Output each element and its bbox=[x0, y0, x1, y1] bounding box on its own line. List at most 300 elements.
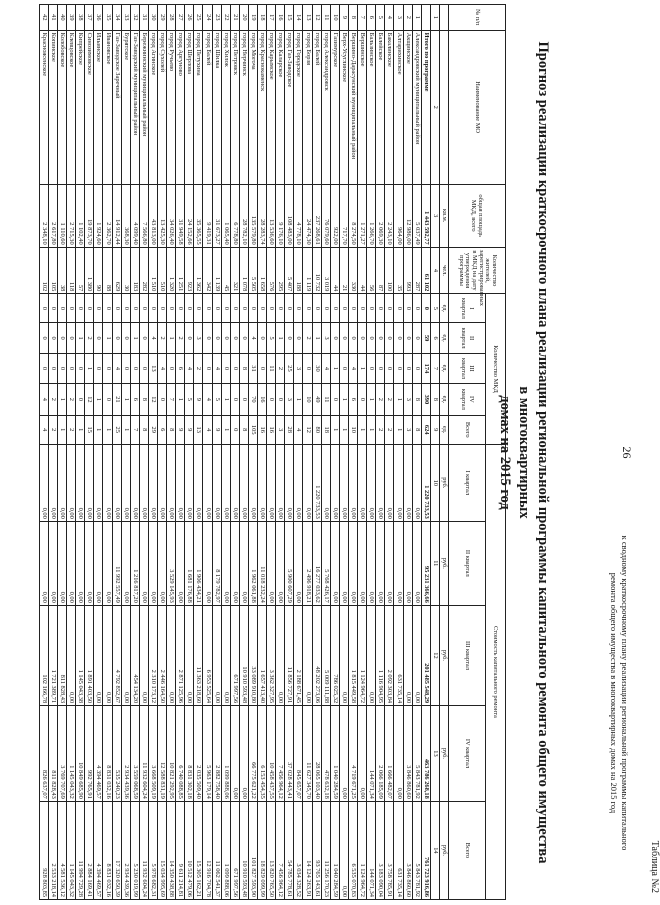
value-cell: 10 bbox=[348, 415, 357, 444]
value-cell: 0 bbox=[139, 294, 148, 323]
value-cell: 8 bbox=[139, 415, 148, 444]
value-cell: 761 723 916,86 bbox=[421, 801, 430, 899]
value-cell: 1 bbox=[330, 353, 339, 383]
value-cell: 631 735,14 bbox=[394, 605, 403, 705]
municipality-name: город Петровск bbox=[230, 30, 239, 184]
value-cell: 80 bbox=[312, 415, 321, 444]
value-cell: 13 536,60 bbox=[267, 184, 276, 247]
value-cell: 671 997,56 bbox=[230, 605, 239, 705]
value-cell: 9 611 214,81 bbox=[176, 801, 185, 899]
value-cell: 0 bbox=[376, 294, 385, 323]
municipality-name: город Могоча bbox=[248, 30, 257, 184]
value-cell: 0 bbox=[258, 323, 267, 353]
value-cell: 6 bbox=[158, 415, 167, 444]
page-number: 26 bbox=[620, 446, 634, 459]
value-cell: 9 bbox=[212, 415, 221, 444]
column-index-row bbox=[430, 5, 439, 900]
value-cell: 0,00 bbox=[348, 521, 357, 605]
value-cell: 282 bbox=[139, 247, 148, 294]
value-cell: 1 362 bbox=[194, 247, 203, 294]
header-count-q2: II квартал bbox=[449, 323, 486, 353]
value-cell: 0,00 bbox=[94, 605, 103, 705]
row-number: 25 bbox=[194, 5, 203, 31]
value-cell: 1 271,27 bbox=[358, 184, 367, 247]
value-cell: 1 bbox=[394, 384, 403, 416]
value-cell: 8 bbox=[139, 384, 148, 416]
value-cell: 0 bbox=[239, 294, 248, 323]
value-cell: 237 268,61 bbox=[312, 184, 321, 247]
value-cell: 10 910 593,48 bbox=[239, 605, 248, 705]
value-cell: 37 028 443,41 bbox=[285, 706, 294, 802]
value-cell: 0,00 bbox=[39, 444, 48, 521]
value-cell: 0 bbox=[194, 294, 203, 323]
row-number: 26 bbox=[185, 5, 194, 31]
value-cell: 2 092 303,84 bbox=[385, 605, 394, 705]
value-cell: 510 bbox=[158, 247, 167, 294]
value-cell: 13 820 765,50 bbox=[267, 801, 276, 899]
value-cell: 4 719 671,25 bbox=[348, 706, 357, 802]
table-row bbox=[267, 5, 276, 900]
value-cell: 1 666 482,07 bbox=[385, 706, 394, 802]
value-cell: 2 066 185,09 bbox=[376, 706, 385, 802]
appendix-line-2: ремонта общего имущества в многоквартирных домах на 2015 год bbox=[609, 572, 619, 814]
value-cell: 0,00 bbox=[239, 444, 248, 521]
value-cell: 0,00 bbox=[139, 521, 148, 605]
value-cell: 48 202 273,06 bbox=[312, 605, 321, 705]
value-cell: 174 bbox=[421, 353, 430, 383]
value-cell: 70 bbox=[248, 384, 257, 416]
value-cell: 33 089 910,80 bbox=[248, 605, 257, 705]
table-row bbox=[285, 5, 294, 900]
value-cell: 0 bbox=[112, 294, 121, 323]
header-count-q4: IV квартал bbox=[449, 384, 486, 416]
value-cell: 1 bbox=[339, 384, 348, 416]
value-cell: 135 579,80 bbox=[248, 184, 257, 247]
row-number: 23 bbox=[212, 5, 221, 31]
value-cell: 1 099 888,06 bbox=[221, 706, 230, 802]
table-row bbox=[48, 5, 57, 900]
municipality-name: Газимурское bbox=[330, 30, 339, 184]
unit-cell: руб. bbox=[439, 801, 448, 899]
value-cell: 0,00 bbox=[167, 605, 176, 705]
value-cell: 0,00 bbox=[330, 444, 339, 521]
value-cell: 0 bbox=[330, 323, 339, 353]
value-cell: 0,00 bbox=[394, 444, 403, 521]
value-cell: 4 bbox=[248, 323, 257, 353]
value-cell: 8 274,50 bbox=[348, 184, 357, 247]
value-cell: 0 bbox=[57, 353, 66, 383]
value-cell: 8 bbox=[239, 353, 248, 383]
value-cell: 454 134,20 bbox=[130, 605, 139, 705]
value-cell: 6 bbox=[348, 384, 357, 416]
value-cell: 0,00 bbox=[321, 444, 330, 521]
column-index-cell: 13 bbox=[430, 706, 439, 802]
value-cell: 0,00 bbox=[203, 444, 212, 521]
value-cell: 0 bbox=[212, 323, 221, 353]
value-cell: 0 bbox=[48, 294, 57, 323]
table-row bbox=[39, 5, 48, 900]
value-cell: 0,00 bbox=[358, 444, 367, 521]
value-cell: 1 220 733,53 bbox=[421, 444, 430, 521]
header-cost-group: Стоимость капитального ремонта bbox=[486, 444, 506, 899]
value-cell: 0,00 bbox=[403, 444, 412, 521]
table-body bbox=[39, 5, 448, 900]
table-row bbox=[121, 5, 130, 900]
value-cell: 1 320 bbox=[167, 247, 176, 294]
value-cell: 31 673,27 bbox=[212, 184, 221, 247]
value-cell: 0,00 bbox=[158, 521, 167, 605]
value-cell: 0,00 bbox=[339, 801, 348, 899]
header-count-group: Количество МКД bbox=[486, 294, 506, 444]
value-cell: 3 846 860,60 bbox=[403, 801, 412, 899]
value-cell: 15 bbox=[85, 415, 94, 444]
value-cell: 1 bbox=[367, 415, 376, 444]
value-cell: 1 bbox=[76, 415, 85, 444]
value-cell: 8 bbox=[412, 384, 421, 416]
value-cell: 3 846 860,60 bbox=[403, 706, 412, 802]
row-number: 31 bbox=[139, 5, 148, 31]
value-cell: 0 bbox=[376, 323, 385, 353]
row-number: 15 bbox=[285, 5, 294, 31]
table-row bbox=[103, 5, 112, 900]
row-number: 8 bbox=[348, 5, 357, 31]
row-number: 28 bbox=[167, 5, 176, 31]
table-row bbox=[412, 5, 421, 900]
row-number: 36 bbox=[94, 5, 103, 31]
value-cell: 671 997,56 bbox=[230, 801, 239, 899]
value-cell: 0 bbox=[94, 323, 103, 353]
value-cell: 4 bbox=[39, 384, 48, 416]
row-number: 37 bbox=[85, 5, 94, 31]
value-cell: 0 bbox=[285, 294, 294, 323]
value-cell: 786 025,32 bbox=[330, 605, 339, 705]
value-cell: 11 992 557,49 bbox=[112, 521, 121, 605]
column-index-cell: 9 bbox=[430, 415, 439, 444]
value-cell: 0 bbox=[103, 353, 112, 383]
value-cell: 10 458 437,55 bbox=[267, 706, 276, 802]
value-cell: 10 910 593,48 bbox=[239, 801, 248, 899]
value-cell: 4 bbox=[39, 415, 48, 444]
value-cell: 5 978 682,31 bbox=[148, 801, 157, 899]
value-cell: 87 bbox=[376, 247, 385, 294]
value-cell: 12 588 831,19 bbox=[158, 706, 167, 802]
value-cell: 0 bbox=[48, 323, 57, 353]
header-area: общая площадь МКД, всего bbox=[449, 184, 506, 247]
value-cell: 3 559 068,59 bbox=[130, 706, 139, 802]
municipality-name: Синозимовское bbox=[85, 30, 94, 184]
row-number: 11 bbox=[321, 5, 330, 31]
header-cost-q4: IV квартал bbox=[449, 706, 486, 802]
row-number: 19 bbox=[248, 5, 257, 31]
value-cell: 9 bbox=[185, 415, 194, 444]
municipality-name: Акщинское bbox=[403, 30, 412, 184]
municipality-name: город Александровск bbox=[321, 30, 330, 184]
table-row bbox=[130, 5, 139, 900]
value-cell: 2 934 439,36 bbox=[121, 801, 130, 899]
column-index-cell: 5 bbox=[430, 294, 439, 323]
municipality-name: город Ручьево bbox=[167, 30, 176, 184]
row-number: 7 bbox=[358, 5, 367, 31]
unit-cell bbox=[439, 30, 448, 184]
value-cell: 3 bbox=[194, 323, 203, 353]
value-cell: 76 079,60 bbox=[321, 184, 330, 247]
value-cell: 11 932 604,24 bbox=[139, 706, 148, 802]
value-cell: 144 071,34 bbox=[367, 706, 376, 802]
value-cell: 11 932 604,24 bbox=[139, 801, 148, 899]
value-cell: 4 bbox=[112, 353, 121, 383]
table-row bbox=[258, 5, 267, 900]
value-cell: 964,00 bbox=[394, 184, 403, 247]
table-row bbox=[303, 5, 312, 900]
forecast-table bbox=[39, 4, 506, 900]
value-cell: 1 bbox=[85, 353, 94, 383]
table-row bbox=[358, 5, 367, 900]
value-cell: 1 bbox=[312, 323, 321, 353]
value-cell: 576 bbox=[267, 247, 276, 294]
value-cell: 2 243,10 bbox=[385, 184, 394, 247]
value-cell: 21 bbox=[339, 247, 348, 294]
value-cell: 0 bbox=[230, 415, 239, 444]
value-cell: 0 bbox=[358, 294, 367, 323]
header-no: № п/п bbox=[449, 5, 506, 31]
value-cell: 1 681 176,88 bbox=[185, 521, 194, 605]
table-row bbox=[57, 5, 66, 900]
value-cell: 4 bbox=[203, 415, 212, 444]
value-cell: 9 bbox=[194, 384, 203, 416]
value-cell: 1 102,40 bbox=[76, 184, 85, 247]
value-cell: 0 bbox=[94, 294, 103, 323]
table-row bbox=[112, 5, 121, 900]
value-cell: 629 bbox=[112, 247, 121, 294]
value-cell: 1 bbox=[367, 384, 376, 416]
value-cell: 0 bbox=[212, 294, 221, 323]
value-cell: 0,00 bbox=[212, 444, 221, 521]
value-cell: 1 220 733,53 bbox=[312, 444, 321, 521]
row-number: 42 bbox=[39, 5, 48, 31]
value-cell: 102 bbox=[39, 247, 48, 294]
value-cell: 35 365,55 bbox=[194, 184, 203, 247]
value-cell: 1 bbox=[167, 323, 176, 353]
value-cell: 11 994 729,28 bbox=[76, 801, 85, 899]
unit-cell: ед. bbox=[439, 415, 448, 444]
unit-cell: руб. bbox=[439, 706, 448, 802]
municipality-name: город Хилок bbox=[221, 30, 230, 184]
value-cell: 11 bbox=[267, 353, 276, 383]
value-cell: 15 305 162,21 bbox=[194, 801, 203, 899]
value-cell: 1 bbox=[358, 415, 367, 444]
value-cell: 0 bbox=[403, 323, 412, 353]
value-cell: 8 831 302,18 bbox=[185, 706, 194, 802]
value-cell: 0,00 bbox=[376, 444, 385, 521]
value-cell: 2 bbox=[385, 384, 394, 416]
table-row bbox=[394, 5, 403, 900]
value-cell: 2 310 173,12 bbox=[148, 605, 157, 705]
value-cell: 0 bbox=[158, 384, 167, 416]
value-cell: 0,00 bbox=[385, 521, 394, 605]
value-cell: 0,00 bbox=[385, 444, 394, 521]
value-cell: 101 827 593,90 bbox=[248, 801, 257, 899]
value-cell: 0 bbox=[76, 384, 85, 416]
value-cell: 7 bbox=[167, 384, 176, 416]
value-cell: 0 bbox=[185, 323, 194, 353]
value-cell: 21 bbox=[112, 384, 121, 416]
value-cell: 3 034 328,52 bbox=[294, 801, 303, 899]
table-row bbox=[194, 5, 203, 900]
header-residents: Количество жителей, зарегистрированных в МКД на дату утверждения программы bbox=[449, 247, 506, 294]
value-cell: 2 bbox=[48, 384, 57, 416]
value-cell: 2 884 169,41 bbox=[85, 801, 94, 899]
table-row bbox=[403, 5, 412, 900]
unit-cell: ед. bbox=[439, 323, 448, 353]
table-label: Таблица №2 bbox=[649, 840, 660, 893]
value-cell: 0 bbox=[385, 294, 394, 323]
value-cell: 0 bbox=[39, 294, 48, 323]
value-cell: 0 bbox=[294, 323, 303, 353]
value-cell: 7 566,80 bbox=[139, 184, 148, 247]
value-cell: 9 bbox=[176, 415, 185, 444]
value-cell: 0 bbox=[358, 384, 367, 416]
value-cell: 2 bbox=[376, 384, 385, 416]
municipality-name: город Каларское bbox=[276, 30, 285, 184]
value-cell: 4 792 852,67 bbox=[112, 605, 121, 705]
value-cell: 1 040 284,59 bbox=[330, 706, 339, 802]
value-cell: 3 bbox=[276, 415, 285, 444]
value-cell: 6 535 070,83 bbox=[348, 801, 357, 899]
row-number: 3 bbox=[394, 5, 403, 31]
value-cell: 1 124 964,72 bbox=[358, 801, 367, 899]
value-cell: 105 bbox=[248, 415, 257, 444]
value-cell: 295 bbox=[276, 247, 285, 294]
table-row bbox=[367, 5, 376, 900]
value-cell: 43 813,00 bbox=[148, 184, 157, 247]
value-cell: 0 bbox=[230, 294, 239, 323]
value-cell: 3 183 090,04 bbox=[376, 801, 385, 899]
value-cell: 0 bbox=[203, 323, 212, 353]
value-cell: 10 bbox=[303, 384, 312, 416]
value-cell: 0,00 bbox=[167, 444, 176, 521]
value-cell: 1 bbox=[103, 323, 112, 353]
municipality-name: Верх-Усуглинское bbox=[339, 30, 348, 184]
table-row bbox=[94, 5, 103, 900]
value-cell: 0,00 bbox=[85, 444, 94, 521]
value-cell: 1 bbox=[330, 415, 339, 444]
value-cell: 4 bbox=[294, 415, 303, 444]
table-row bbox=[212, 5, 221, 900]
value-cell: 0 bbox=[312, 294, 321, 323]
value-cell: 1 bbox=[221, 384, 230, 416]
value-cell: 13 bbox=[148, 353, 157, 383]
value-cell: 5 230 019,99 bbox=[130, 801, 139, 899]
appendix-note bbox=[608, 493, 660, 893]
table-row bbox=[376, 5, 385, 900]
table-row bbox=[348, 5, 357, 900]
row-number: 1 bbox=[412, 5, 421, 31]
row-number: 39 bbox=[67, 5, 76, 31]
value-cell: 10 849 685,90 bbox=[76, 706, 85, 802]
municipality-name: Колобовское bbox=[57, 30, 66, 184]
value-cell: 0 bbox=[394, 294, 403, 323]
value-cell: 1 bbox=[130, 323, 139, 353]
unit-cell: ед. bbox=[439, 353, 448, 383]
value-cell: 201 485 548,29 bbox=[421, 605, 430, 705]
value-cell: 9 176,10 bbox=[276, 184, 285, 247]
value-cell: 0 bbox=[148, 294, 157, 323]
value-cell: 0 bbox=[330, 384, 339, 416]
unit-cell: ед. bbox=[439, 384, 448, 416]
value-cell: 321 bbox=[230, 247, 239, 294]
row-number: 34 bbox=[112, 5, 121, 31]
header-cost-q3: III квартал bbox=[449, 605, 486, 705]
value-cell: 188 bbox=[294, 247, 303, 294]
table-row bbox=[294, 5, 303, 900]
header-cost-total: Всего bbox=[449, 801, 486, 899]
value-cell: 2 bbox=[48, 415, 57, 444]
value-cell: 0,00 bbox=[303, 605, 312, 705]
value-cell: 624 bbox=[421, 415, 430, 444]
value-cell: 2 188 671,45 bbox=[294, 605, 303, 705]
row-number: 16 bbox=[276, 5, 285, 31]
row-number: 38 bbox=[76, 5, 85, 31]
value-cell: 922,00 bbox=[330, 184, 339, 247]
value-cell: 0,00 bbox=[221, 444, 230, 521]
row-number: 5 bbox=[376, 5, 385, 31]
value-cell: 2 533 218,14 bbox=[48, 801, 57, 899]
value-cell: 0,00 bbox=[248, 444, 257, 521]
value-cell: 0,00 bbox=[276, 605, 285, 705]
table-row bbox=[339, 5, 348, 900]
value-cell: 0 bbox=[67, 294, 76, 323]
value-cell: 5 407 bbox=[285, 247, 294, 294]
value-cell: 5 768 426,17 bbox=[321, 521, 330, 605]
municipality-name: Копинское bbox=[48, 30, 57, 184]
value-cell: 0,00 bbox=[67, 521, 76, 605]
value-cell: 0 bbox=[221, 294, 230, 323]
table-row bbox=[276, 5, 285, 900]
value-cell: 16 277 033,62 bbox=[312, 521, 321, 605]
value-cell: 717,70 bbox=[339, 184, 348, 247]
value-cell: 0,00 bbox=[103, 521, 112, 605]
value-cell: 0 bbox=[57, 294, 66, 323]
value-cell: 0,00 bbox=[76, 444, 85, 521]
municipality-name: Ильинское bbox=[94, 30, 103, 184]
table-row bbox=[221, 5, 230, 900]
value-cell: 0 bbox=[76, 294, 85, 323]
value-cell: 3 bbox=[294, 353, 303, 383]
row-number: 41 bbox=[48, 5, 57, 31]
value-cell: 0,00 bbox=[294, 444, 303, 521]
table-row bbox=[230, 5, 239, 900]
municipality-name: Бережнинский муниципальный район bbox=[139, 30, 148, 184]
value-cell: 2 362,70 bbox=[103, 184, 112, 247]
value-cell: 0 bbox=[85, 294, 94, 323]
column-index-cell: 6 bbox=[430, 323, 439, 353]
value-cell: 0,00 bbox=[412, 605, 421, 705]
row-number: 4 bbox=[385, 5, 394, 31]
table-row bbox=[185, 5, 194, 900]
value-cell: 12 986,00 bbox=[403, 184, 412, 247]
value-cell: 35 bbox=[394, 247, 403, 294]
header-name: Наименование МО bbox=[449, 30, 506, 184]
value-cell: 0 bbox=[412, 353, 421, 383]
value-cell: 0 bbox=[112, 323, 121, 353]
value-cell: 0 bbox=[48, 353, 57, 383]
value-cell: 0,00 bbox=[103, 444, 112, 521]
table-row bbox=[203, 5, 212, 900]
value-cell: 0,00 bbox=[121, 521, 130, 605]
value-cell: 29 bbox=[148, 415, 157, 444]
value-cell: 2 bbox=[303, 323, 312, 353]
value-cell: 631 735,14 bbox=[394, 801, 403, 899]
